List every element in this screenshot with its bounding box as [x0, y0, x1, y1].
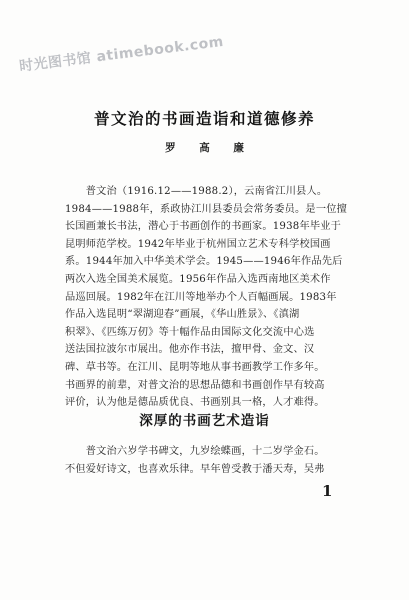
text-line: 碑、草书等。在江川、昆明等地从事书画教学工作多年。 [65, 361, 325, 373]
text-line: 昆明师范学校。1942年毕业于杭州国立艺术专科学校国画 [65, 238, 331, 250]
text-line: 不但爱好诗文，也喜欢乐律。早年曾受教于潘天寿，吴弗 [65, 463, 325, 475]
text-line: 品巡回展。1982年在江川等地举办个人百幅画展。1983年 [65, 291, 337, 303]
section-paragraph [65, 443, 365, 478]
text-line: 1984——1988年，系政协江川县委员会常务委员。是一位擅 [65, 203, 347, 215]
article-title: 普文治的书画造诣和道德修养 [93, 109, 315, 128]
section-heading: 深厚的书画艺术造诣 [139, 413, 270, 429]
text-line: 普文治（1916.12——1988.2），云南省江川县人。 [65, 186, 328, 197]
author-name: 罗 高 廉 [165, 142, 254, 154]
text-line: 送法国拉波尔市展出。他亦作书法，擅甲骨、金文、汉 [65, 344, 315, 356]
text-line: 系。1944年加入中华美术学会。1945——1946年作品先后 [65, 256, 343, 268]
text-line: 普文治六岁学书碑文，九岁绘蝶画，十二岁学金石。 [65, 446, 325, 457]
text-line: 书画界的前辈，对普文治的思想品德和书画创作早有较高 [65, 379, 325, 391]
text-line: 两次入选全国美术展览。1956年作品入选西南地区美术作 [65, 273, 331, 285]
text-line: 积翠》、《匹练万仞》等十幅作品由国际文化交流中心选 [65, 326, 315, 338]
text-line: 长国画兼长书法，潜心于书画创作的书画家。1938年毕业于 [65, 221, 342, 233]
text-line: 作品入选昆明“翠湖迎春”画展，《华山胜景》、《滇湖 [65, 309, 300, 321]
watermark: 时光图书馆 atimebook.com [18, 33, 225, 75]
intro-paragraph [65, 183, 365, 412]
page-number: 1 [322, 482, 333, 500]
text-line: 评价，认为他是德品质优良、书画别具一格，人才难得。 [65, 397, 325, 409]
